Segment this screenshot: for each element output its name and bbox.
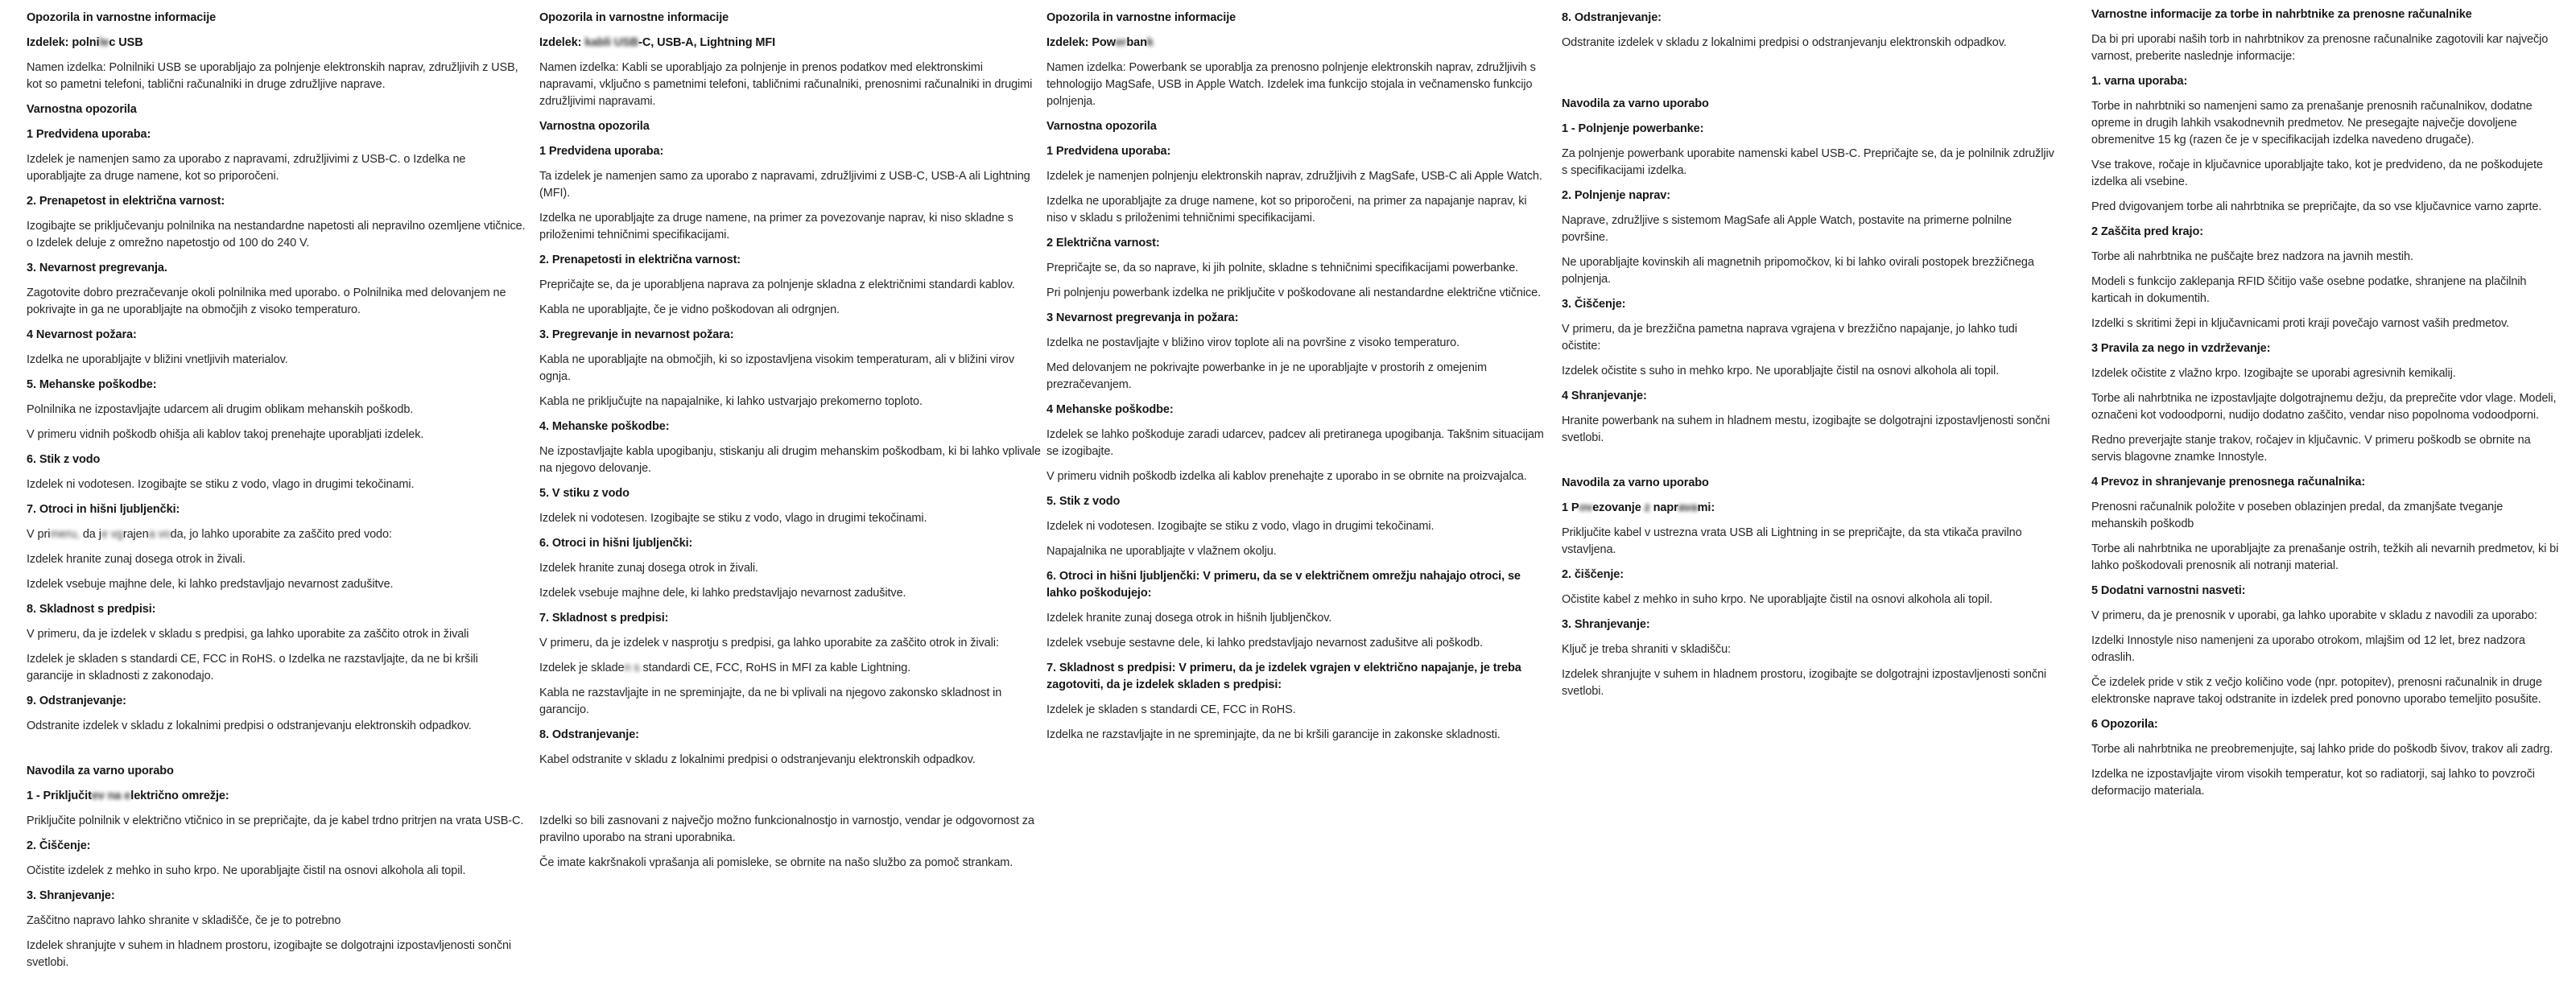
paragraph: Izdelek je skladen s standardi CE, FCC in RoHS. o Izdelka ne razstavljajte, da ne bi kršili garancije in skladnosti z zakonodajo. xyxy=(27,653,478,682)
paragraph: Kabla ne uporabljajte na območjih, ki so izpostavljena visokim temperaturam, ali v bližini virov ognja. xyxy=(539,353,1015,383)
text-segment: 1 P xyxy=(1562,501,1579,514)
paragraph: Izdelek hranite zunaj dosega otrok in živali. xyxy=(27,553,246,566)
heading: 7. Skladnost s predpisi: xyxy=(539,612,669,625)
paragraph: Priključite kabel v ustrezna vrata USB ali Lightning in se prepričajte, da sta vtikača pravilno vstavljena. xyxy=(1562,526,2022,556)
paragraph: Izdelek shranjujte v suhem in hladnem prostoru, izogibajte se dolgotrajni izpostavljenosti sončni svetlobi. xyxy=(27,939,512,969)
paragraph: Izdelek shranjujte v suhem in hladnem prostoru, izogibajte se dolgotrajni izpostavljenosti sončni svetlobi. xyxy=(1562,668,2047,698)
heading: 1 - Polnjenje powerbanke: xyxy=(1562,122,1704,135)
paragraph: Kabla ne uporabljajte, če je vidno poškodovan ali odrgnjen. xyxy=(539,303,840,316)
column-powerbank-instructions xyxy=(1562,10,2058,708)
paragraph: Pred dvigovanjem torbe ali nahrbtnika se prepričajte, da so vse ključavnice varno zaprte. xyxy=(2091,200,2542,213)
heading: 5. Stik z vodo xyxy=(1046,495,1121,508)
heading: 6. Otroci in hišni ljubljenčki: xyxy=(539,537,693,550)
text-segment: Izdelek je sklade xyxy=(539,662,625,674)
paragraph: Izdelki s skritimi žepi in ključavnicami proti kraji povečajo varnost vaših predmetov. xyxy=(2091,317,2509,330)
paragraph: Torbe ali nahrbtnika ne puščajte brez nadzora na javnih mestih. xyxy=(2091,250,2413,263)
paragraph: Redno preverjajte stanje trakov, ročajev in ključavnic. V primeru poškodb se obrnite na servis blagovne znamke Innostyle. xyxy=(2091,434,2531,464)
heading: 5. Mehanske poškodbe: xyxy=(27,378,157,391)
paragraph xyxy=(539,660,1042,677)
text-segment: mi: xyxy=(1697,501,1715,514)
paragraph: Kabel odstranite v skladu z lokalnimi predpisi o odstranjevanju elektronskih odpadkov. xyxy=(539,753,976,766)
column-cables xyxy=(539,10,1042,880)
heading: 1 Predvidena uporaba: xyxy=(1046,145,1171,158)
heading: 2. Prenapetosti in električna varnost: xyxy=(539,254,741,266)
paragraph: Očistite izdelek z mehko in suho krpo. Ne uporabljajte čistil na osnovi alkohola ali topil. xyxy=(27,864,466,877)
paragraph: Ne uporabljajte kovinskih ali magnetnih pripomočkov, ki bi lahko ovirali postopek brezžičnega polnjenja. xyxy=(1562,256,2034,286)
heading: 3. Shranjevanje: xyxy=(27,889,115,902)
text-segment: standardi CE, FCC, RoHS in MFI za kable Lightning. xyxy=(642,662,911,674)
paragraph: Polnilnika ne izpostavljajte udarcem ali drugim oblikam mehanskih poškodb. xyxy=(27,403,414,416)
paragraph: Če izdelek pride v stik z večjo količino vode (npr. potopitev), prenosni računalnik in druge elektronske naprave takoj odstranite in izdelek pred ponovno uporabo temeljito posušite. xyxy=(2091,676,2542,706)
paragraph: Izdelek je skladen s standardi CE, FCC in RoHS. xyxy=(1046,703,1296,716)
paragraph: Izdelka ne izpostavljajte virom visokih temperatur, kot so radiatorji, saj lahko to povzroči deformacijo materiala. xyxy=(2091,768,2535,798)
paragraph: Odstranite izdelek v skladu z lokalnimi predpisi o odstranjevanju elektronskih odpadkov. xyxy=(1562,36,2007,49)
heading: 3. Shranjevanje: xyxy=(1562,618,1650,631)
text-segment: da j xyxy=(79,528,101,541)
paragraph: Izdelki so bili zasnovani z največjo možno funkcionalnostjo in varnostjo, vendar je odgovornost za pravilno uporabo na strani uporabnika. xyxy=(539,814,1034,844)
section-gap xyxy=(27,743,527,763)
heading: 4. Mehanske poškodbe: xyxy=(539,420,670,433)
text-segment: V pri xyxy=(27,528,51,541)
heading: 2. Prenapetost in električna varnost: xyxy=(27,195,225,208)
paragraph: Ključ je treba shraniti v skladišču: xyxy=(1562,643,1731,656)
text-segment: 1 - Priključit xyxy=(27,790,92,802)
heading: 6. Stik z vodo xyxy=(27,453,101,466)
heading: 4 Nevarnost požara: xyxy=(27,328,137,341)
heading: 8. Odstranjevanje: xyxy=(1562,11,1662,24)
paragraph: Izdelek se lahko poškoduje zaradi udarcev, padcev ali pretiranega upogibanja. Takšnim situacijam se izogibajte. xyxy=(1046,428,1544,458)
text-segment: da, jo lahko uporabite za zaščito pred vodo: xyxy=(170,528,392,541)
paragraph: Izdelka ne uporabljajte v bližini vnetljivih materialov. xyxy=(27,353,288,366)
heading: 4 Prevoz in shranjevanje prenosnega računalnika: xyxy=(2091,476,2366,489)
paragraph: Pri polnjenju powerbank izdelka ne priključite v poškodovane ali nestandardne električne vtičnice. xyxy=(1046,287,1542,299)
paragraph: V primeru vidnih poškodb izdelka ali kablov prenehajte z uporabo in se obrnite na proizvajalca. xyxy=(1046,470,1527,483)
paragraph: Med delovanjem ne pokrivajte powerbanke in je ne uporabljajte v prostorih z omejenim prezračevanjem. xyxy=(1046,361,1487,391)
paragraph: Prenosni računalnik položite v poseben oblazinjen predal, da zmanjšate tveganje mehanskih poškodb xyxy=(2091,501,2504,530)
paragraph: Namen izdelka: Polnilniki USB se uporabljajo za polnjenje elektronskih naprav, združljivih z USB, kot so pametni telefoni, tablični računalniki in druge združljive naprave. xyxy=(27,61,518,91)
heading: 2. Čiščenje: xyxy=(27,839,91,852)
paragraph: V primeru, da je prenosnik v uporabi, ga lahko uporabite v skladu z navodili za uporabo: xyxy=(2091,609,2537,622)
paragraph: Izdelek ni vodotesen. Izogibajte se stiku z vodo, vlago in drugimi tekočinami. xyxy=(539,512,927,525)
blurred-text: ov xyxy=(1579,501,1593,514)
heading: Navodila za varno uporabo xyxy=(1562,476,1709,489)
paragraph: Izdelek hranite zunaj dosega otrok in živali. xyxy=(539,562,758,575)
section-gap xyxy=(1562,60,2058,96)
paragraph: Izdelka ne uporabljajte za druge namene, kot so priporočeni, na primer za napajanje naprav, ki niso v skladu s priloženimi tehničnimi specifikacijami. xyxy=(1046,195,1527,225)
heading: Navodila za varno uporabo xyxy=(27,765,174,777)
paragraph: Ne izpostavljajte kabla upogibanju, stiskanju ali drugim mehanskim poškodbam, ki bi lahko vplivale na njegovo delovanje. xyxy=(539,445,1041,475)
paragraph: Izdelek ni vodotesen. Izogibajte se stiku z vodo, vlago in drugimi tekočinami. xyxy=(27,478,415,491)
heading: Navodila za varno uporabo xyxy=(1562,97,1709,110)
paragraph: Za polnjenje powerbank uporabite namenski kabel USB-C. Prepričajte se, da je polnilnik združljiv s specifikacijami izdelka. xyxy=(1562,147,2054,177)
heading xyxy=(1046,35,1547,52)
blurred-text: ev na e xyxy=(91,790,131,802)
paragraph: Odstranite izdelek v skladu z lokalnimi predpisi o odstranjevanju elektronskih odpadkov. xyxy=(27,719,472,732)
paragraph: Izdelek je namenjen samo za uporabo z napravami, združljivimi z USB-C. o Izdelka ne uporabljajte za druge namene, kot so priporočeni. xyxy=(27,153,466,183)
heading: Varnostna opozorila xyxy=(27,103,137,116)
heading: Opozorila in varnostne informacije xyxy=(1046,11,1236,24)
text-segment: lektrično omrežje: xyxy=(130,790,229,802)
heading: 3 Nevarnost pregrevanja in požara: xyxy=(1046,311,1239,324)
paragraph: Hranite powerbank na suhem in hladnem mestu, izogibajte se dolgotrajni izpostavljenosti sončni svetlobi. xyxy=(1562,414,2050,444)
paragraph: Izdelka ne postavljajte v bližino virov toplote ali na površine z visoko temperaturo. xyxy=(1046,336,1459,349)
paragraph: Izdelek hranite zunaj dosega otrok in hišnih ljubljenčkov. xyxy=(1046,612,1332,625)
paragraph: Namen izdelka: Powerbank se uporablja za prenosno polnjenje elektronskih naprav, združljivih s tehnologijo MagSafe, USB in Apple Watch. Izdelek ima funkcijo stojala in večnamensko funkcijo polnjenja. xyxy=(1046,61,1536,108)
heading: 3. Nevarnost pregrevanja. xyxy=(27,262,167,274)
blurred-text: z xyxy=(1644,501,1650,514)
heading: 1. varna uporaba: xyxy=(2091,75,2188,88)
paragraph: Torbe ali nahrbtnika ne uporabljajte za prenašanje ostrih, težkih ali nevarnih predmetov, ki bi lahko poškodovali prenosnik ali notranji material. xyxy=(2091,542,2559,572)
blurred-text: le xyxy=(99,36,109,49)
heading: 2. čiščenje: xyxy=(1562,568,1624,581)
text-segment: -C, USB-A, Lightning MFI xyxy=(638,36,776,49)
paragraph: Izdelek očistite z vlažno krpo. Izogibajte se uporabi agresivnih kemikalij. xyxy=(2091,367,2456,380)
paragraph: Vse trakove, ročaje in ključavnice uporabljajte tako, kot je predvideno, da ne poškodujete izdelka ali vsebine. xyxy=(2091,159,2543,188)
paragraph: Izdelek vsebuje sestavne dele, ki lahko predstavljajo nevarnost zadušitve ali poškodb. xyxy=(1046,637,1483,649)
heading: 4 Mehanske poškodbe: xyxy=(1046,403,1174,416)
blurred-text: k xyxy=(1146,36,1154,49)
blurred-text: kabli USB xyxy=(584,36,639,49)
paragraph: Torbe ali nahrbtnika ne izpostavljajte dolgotrajnemu dežju, da preprečite vdor vlage. Modeli, označeni kot vodoodporni, nudijo dodatno zaščito, vendar niso popolnoma vodoodporni. xyxy=(2091,392,2557,422)
blurred-text: er xyxy=(1115,36,1127,49)
paragraph: Kabla ne razstavljajte in ne spreminjajte, da ne bi vplivali na njegovo zakonsko skladnost in garancijo. xyxy=(539,686,1002,716)
paragraph: Očistite kabel z mehko in suho krpo. Ne uporabljajte čistil na osnovi alkohola ali topil. xyxy=(1562,593,1993,606)
blurred-text: a vo xyxy=(148,528,171,541)
heading: Opozorila in varnostne informacije xyxy=(539,11,729,24)
heading: 8. Skladnost s predpisi: xyxy=(27,603,156,616)
paragraph: Namen izdelka: Kabli se uporabljajo za polnjenje in prenos podatkov med elektronskimi napravami, vključno s pametnimi telefoni, tabličnimi računalniki, prenosnimi računalniki in drugimi združljivimi napravami. xyxy=(539,61,1033,108)
paragraph: Ta izdelek je namenjen samo za uporabo z napravami, združljivimi z USB-C, USB-A ali Lightning (MFI). xyxy=(539,170,1030,200)
paragraph: Prepričajte se, da je uporabljena naprava za polnjenje skladna z električnimi standardi kablov. xyxy=(539,278,1015,291)
blurred-text: e vg xyxy=(101,528,123,541)
paragraph: Modeli s funkcijo zaklepanja RFID ščitijo vaše osebne podatke, shranjene na plačilnih karticah in dokumentih. xyxy=(2091,275,2527,305)
heading: 3. Pregrevanje in nevarnost požara: xyxy=(539,328,734,341)
heading: 1 Predvidena uporaba: xyxy=(539,145,664,158)
heading: 7. Skladnost s predpisi: V primeru, da je izdelek vgrajen v električno napajanje, je treba zagotoviti, da je izdelek skladen s predpisi: xyxy=(1046,662,1521,691)
paragraph: Izdelka ne uporabljajte za druge namene, na primer za povezovanje naprav, ki niso skladne s priloženimi tehničnimi specifikacijami. xyxy=(539,212,1013,241)
heading: 3. Čiščenje: xyxy=(1562,298,1626,311)
paragraph: V primeru, da je brezžična pametna naprava vgrajena v brezžično napajanje, jo lahko tudi očistite: xyxy=(1562,323,2017,353)
heading: 9. Odstranjevanje: xyxy=(27,695,126,707)
heading: Varnostne informacije za torbe in nahrbtnike za prenosne računalnike xyxy=(2091,8,2472,21)
heading: 6 Opozorila: xyxy=(2091,718,2158,731)
text-segment: Izdelek: polni xyxy=(27,36,100,49)
text-segment: rajen xyxy=(122,528,149,541)
paragraph: Kabla ne priključujte na napajalnike, ki lahko ustvarjajo prekomerno toploto. xyxy=(539,395,923,408)
paragraph: Torbe ali nahrbtnika ne preobremenjujte, saj lahko pride do poškodb šivov, trakov ali zadrg. xyxy=(2091,743,2553,756)
heading: 3 Pravila za nego in vzdrževanje: xyxy=(2091,342,2271,355)
heading: 5. V stiku z vodo xyxy=(539,487,630,500)
heading: 8. Odstranjevanje: xyxy=(539,728,639,741)
paragraph: Izdelek očistite s suho in mehko krpo. Ne uporabljajte čistil na osnovi alkohola ali topil. xyxy=(1562,365,1999,377)
heading: Varnostna opozorila xyxy=(539,120,650,133)
paragraph: Priključite polnilnik v električno vtičnico in se prepričajte, da je kabel trdno pritrjen na vrata USB-C. xyxy=(27,814,524,827)
paragraph: Izdelek vsebuje majhne dele, ki lahko predstavljajo nevarnost zadušitve. xyxy=(539,587,906,600)
blurred-text: ava xyxy=(1678,501,1698,514)
paragraph: Izdelek vsebuje majhne dele, ki lahko predstavljajo nevarnost zadušitve. xyxy=(27,578,394,591)
column-laptop-bags xyxy=(2091,6,2562,808)
paragraph: Napajalnika ne uporabljajte v vlažnem okolju. xyxy=(1046,545,1277,558)
paragraph: Izdelki Innostyle niso namenjeni za uporabo otrokom, mlajšim od 12 let, brez nadzora odraslih. xyxy=(2091,634,2525,664)
paragraph: Izdelka ne razstavljajte in ne spreminjajte, da ne bi kršili garancije in zakonske skladnosti. xyxy=(1046,728,1501,741)
text-segment: napr xyxy=(1649,501,1678,514)
blurred-text: meru, xyxy=(50,528,80,541)
heading xyxy=(27,35,527,52)
column-powerbank xyxy=(1046,10,1547,752)
section-gap xyxy=(1562,455,2058,475)
heading: 5 Dodatni varnostni nasveti: xyxy=(2091,584,2246,597)
text-segment: ban xyxy=(1126,36,1147,49)
heading: Opozorila in varnostne informacije xyxy=(27,11,217,24)
paragraph: Da bi pri uporabi naših torb in nahrbtnikov za prenosne računalnike zagotovili kar največjo varnost, preberite naslednje informacije: xyxy=(2091,33,2549,63)
heading xyxy=(27,788,527,805)
paragraph: Torbe in nahrbtniki so namenjeni samo za prenašanje prenosnih računalnikov, dodatne opreme in drugih lahkih vsakodnevnih predmetov. Ne presegajte največje dovoljene obremenitve 15 kg (razen če je v specifikacijah izdelka navedeno drugače). xyxy=(2091,100,2533,146)
heading: 2 Električna varnost: xyxy=(1046,237,1160,249)
heading xyxy=(1562,500,2058,517)
paragraph: Izogibajte se priključevanju polnilnika na nestandardne napetosti ali nepravilno ozemljene vtičnice. o Izdelek deluje z omrežno napetostjo od 100 do 240 V. xyxy=(27,220,526,249)
text-segment: c USB xyxy=(109,36,143,49)
paragraph: Če imate kakršnakoli vprašanja ali pomisleke, se obrnite na našo službo za pomoč strankam. xyxy=(539,856,1013,869)
text-segment: Izdelek: Pow xyxy=(1046,36,1116,49)
text-segment: Izdelek: xyxy=(539,36,585,49)
heading: 1 Predvidena uporaba: xyxy=(27,128,151,141)
heading: Varnostna opozorila xyxy=(1046,120,1157,133)
paragraph: Prepričajte se, da so naprave, ki jih polnite, skladne s tehničnimi specifikacijami powerbanke. xyxy=(1046,262,1519,274)
paragraph xyxy=(27,526,527,543)
heading: 7. Otroci in hišni ljubljenčki: xyxy=(27,503,180,516)
heading: 2 Zaščita pred krajo: xyxy=(2091,225,2203,238)
paragraph: Izdelek je namenjen polnjenju elektronskih naprav, združljivih z MagSafe, USB-C ali Apple Watch. xyxy=(1046,170,1542,183)
column-usb-charger xyxy=(27,10,527,979)
text-segment: ezovanje xyxy=(1592,501,1645,514)
paragraph: Izdelek ni vodotesen. Izogibajte se stiku z vodo, vlago in drugimi tekočinami. xyxy=(1046,520,1435,533)
paragraph: Zaščitno napravo lahko shranite v skladišče, če je to potrebno xyxy=(27,914,341,927)
paragraph: V primeru vidnih poškodb ohišja ali kablov takoj prenehajte uporabljati izdelek. xyxy=(27,428,424,441)
heading: 2. Polnjenje naprav: xyxy=(1562,189,1670,202)
paragraph: V primeru, da je izdelek v nasprotju s predpisi, ga lahko uporabite za zaščito otrok in živali: xyxy=(539,637,999,649)
paragraph: V primeru, da je izdelek v skladu s predpisi, ga lahko uporabite za zaščito otrok in živali xyxy=(27,628,469,641)
heading xyxy=(539,35,1042,52)
heading: 4 Shranjevanje: xyxy=(1562,390,1647,402)
section-gap xyxy=(539,777,1042,813)
heading: 6. Otroci in hišni ljubljenčki: V primeru, da se v električnem omrežju nahajajo otroci, se lahko poškodujejo: xyxy=(1046,570,1521,600)
paragraph: Zagotovite dobro prezračevanje okoli polnilnika med uporabo. o Polnilnika med delovanjem ne pokrivajte in ga ne uporabljajte na območjih z visoko temperaturo. xyxy=(27,287,506,316)
paragraph: Naprave, združljive s sistemom MagSafe ali Apple Watch, postavite na primerne polnilne površine. xyxy=(1562,214,2013,244)
blurred-text: n s xyxy=(624,662,643,674)
